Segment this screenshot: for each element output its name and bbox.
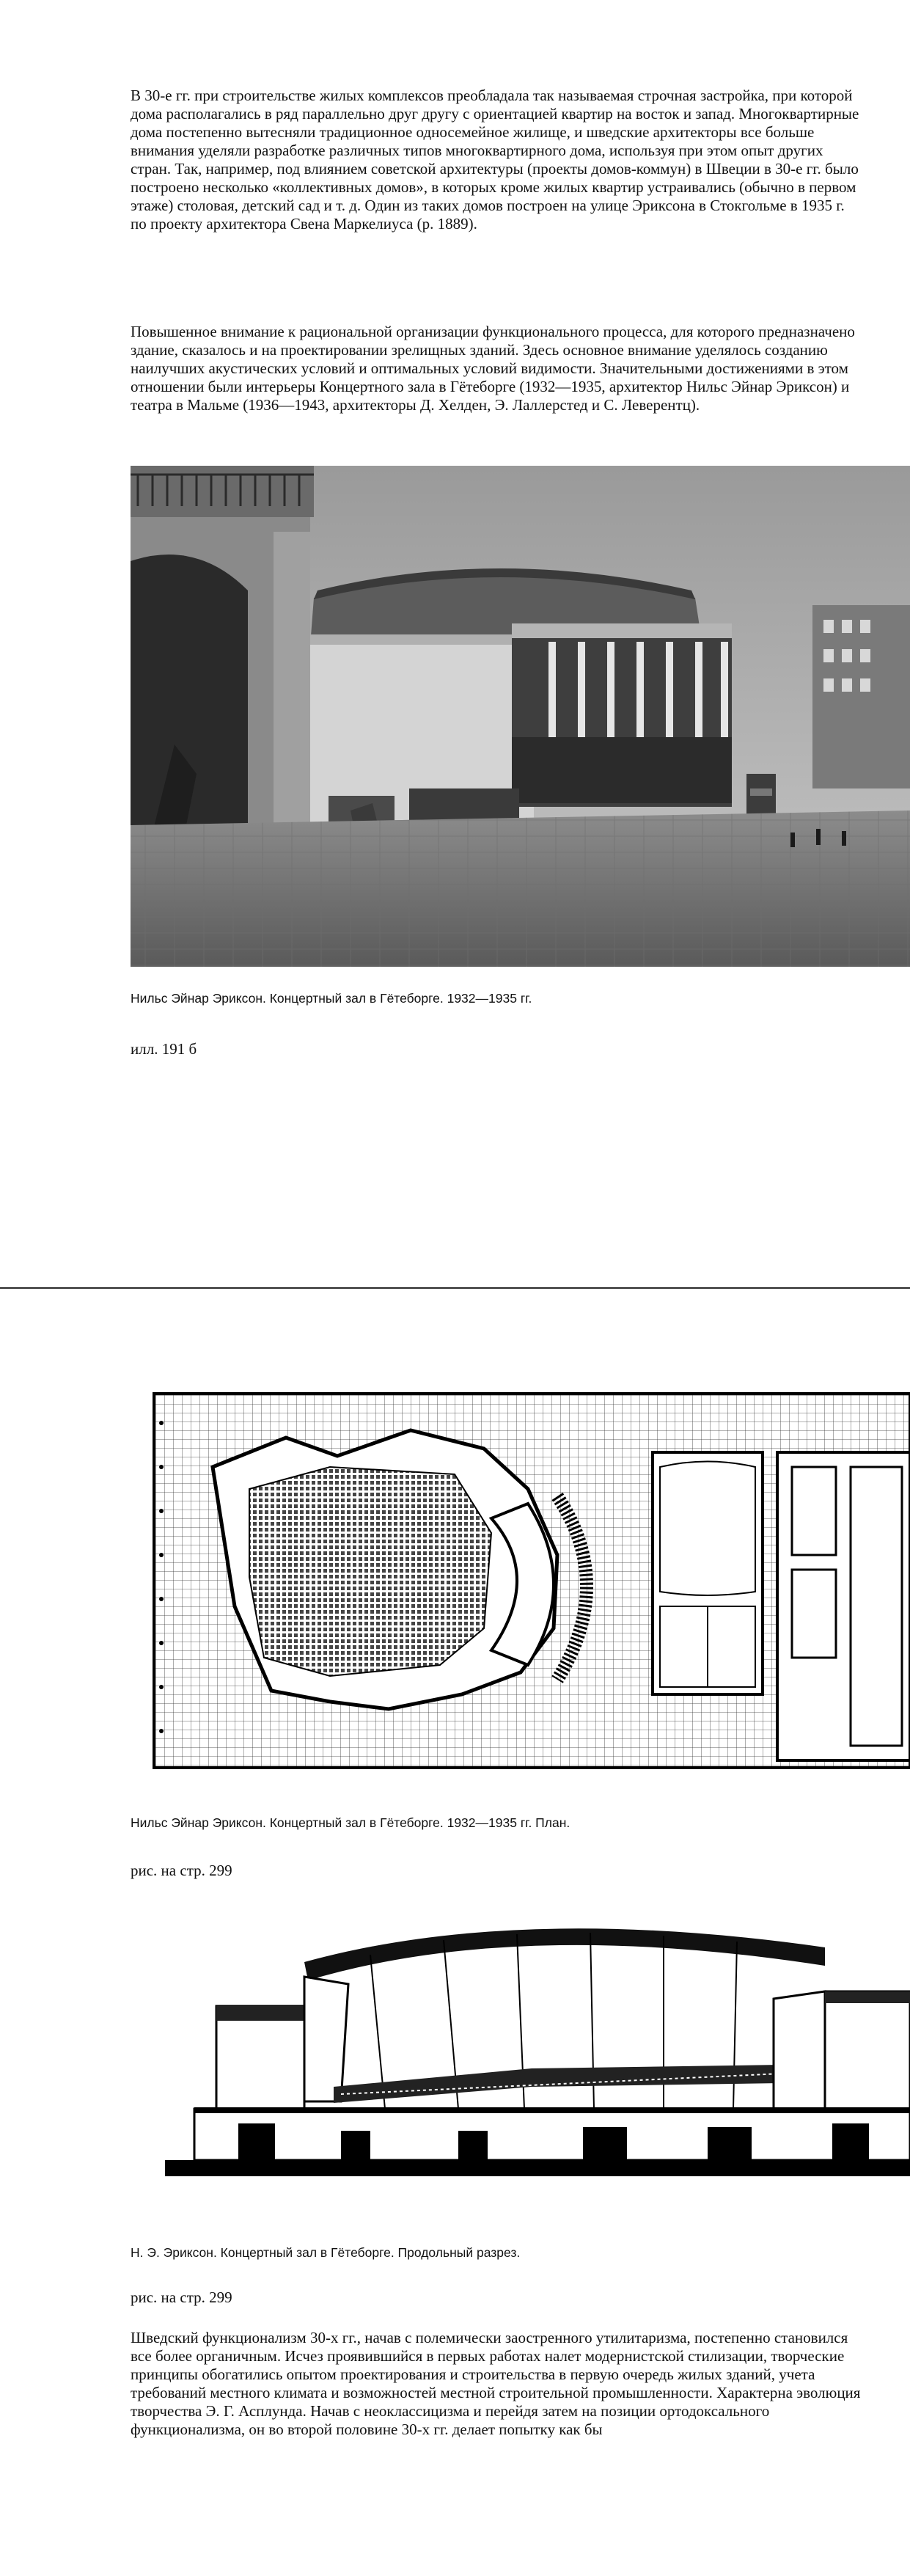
page-divider (0, 1287, 910, 1289)
paragraph-concert-halls: Повышенное внимание к рациональной организации функционального процесса, для которого предназначено здание, сказалось и на проектировании зрелищных зданий. Здесь основное внимание уделялось созданию наилучших акустических условий и оптимальных условий видимости. Значительными достижениями в этом отношении были интерьеры Концертного зала в Гётеборге (1932—1935, архитектор Нильс Эйнар Эриксон) и театра в Мальме (1936—1943, архитекторы Д. Хелден, Э. Лаллерстед и С. Леверентц). (131, 323, 855, 414)
figure-reference: илл. 191 б (131, 1040, 197, 1058)
figure-reference: рис. на стр. 299 (131, 2288, 232, 2306)
figure-reference: рис. на стр. 299 (131, 1862, 232, 1879)
figure-caption: Н. Э. Эриксон. Концертный зал в Гётеборге. Продольный разрез. (131, 2245, 521, 2260)
concert-hall-photo (131, 466, 910, 967)
paragraph-collective-houses: В 30-е гг. при строительстве жилых комплексов преобладала так называемая строчная застройка, при которой дома располагались в ряд параллельно друг другу с ориентацией квартир на восток и запад. Многоквартирные дома постепенно вытесняли традиционное односемейное жилище, и шведские архитекторы все больше внимания уделяли разработке различных типов многоквартирного дома, используя при этом опыт других стран. Так, например, под влиянием советской архитектуры (проекты домов-коммун) в Швеции в 30-е гг. было построено несколько «коллективных домов», в которых кроме жилых квартир устраивались (обычно в первом этаже) столовая, детский сад и т. д. Один из таких домов построен на улице Эриксона в Стокгольме в 1935 г. по проекту архитектора Свена Маркелиуса (р. 1889). (131, 87, 859, 233)
concert-hall-section (150, 1911, 910, 2189)
concert-hall-plan (147, 1386, 910, 1775)
figure-caption: Нильс Эйнар Эриксон. Концертный зал в Гётеборге. 1932—1935 гг. План. (131, 1815, 570, 1830)
figure-caption: Нильс Эйнар Эриксон. Концертный зал в Гётеборге. 1932—1935 гг. (131, 991, 532, 1006)
paragraph-swedish-functionalism: Шведский функционализм 30-х гг., начав с полемически заостренного утилитаризма, постепенно становился все более органичным. Исчез проявившийся в первых работах налет модернистской стилизации, творческие принципы обогатились опытом проектирования и строительства в первую очередь жилых зданий, учета требований местного климата и возможностей местной строительной промышленности. Характерна эволюция творчества Э. Г. Асплунда. Начав с неоклассицизма и перейдя затем на позиции ортодоксального функционализма, он во второй половине 30-х гг. делает попытку как бы (131, 2329, 861, 2438)
